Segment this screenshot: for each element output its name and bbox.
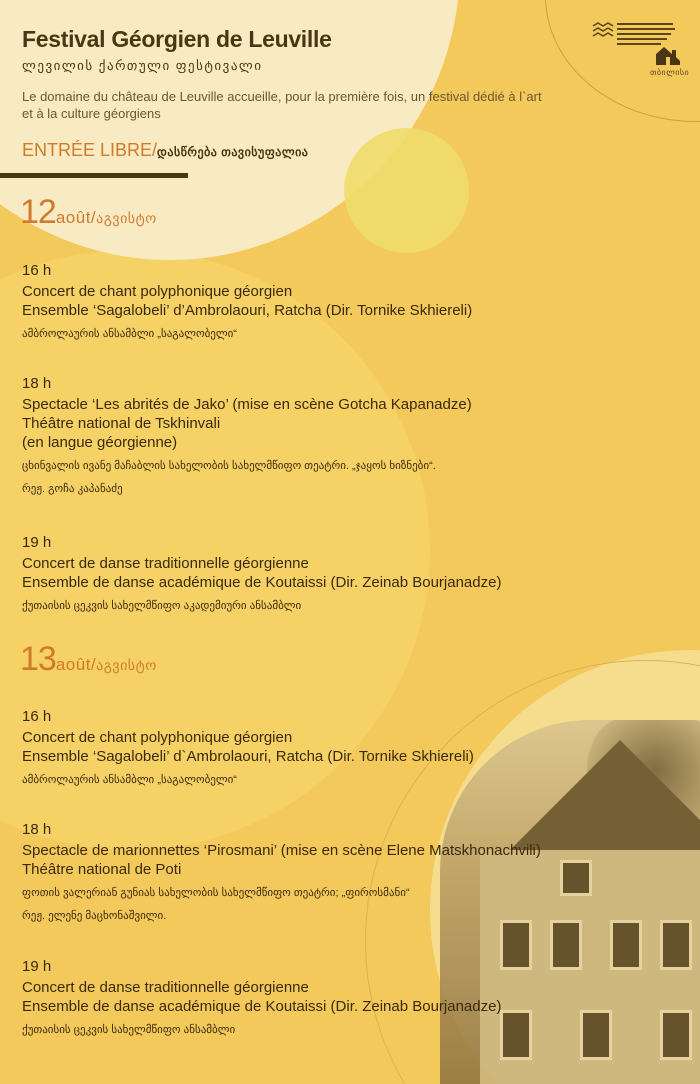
event-georgian: ფოთის ვალერიან გუნიას სახელობის სახელმწიფო თეატრი; „ფიროსმანი“ (22, 887, 410, 899)
event-12-18h (22, 375, 662, 497)
event-title: Concert de danse traditionnelle géorgienne (22, 555, 309, 572)
event-detail: Ensemble de danse académique de Koutaissi (Dir. Zeinab Bourjanadze) (22, 574, 502, 591)
free-entry-fr: ENTRÉE LIBRE/ (22, 140, 158, 160)
date-day: 13 (20, 640, 56, 678)
event-title: Spectacle ‘Les abrités de Jako’ (mise en scène Gotcha Kapanadze) (22, 396, 472, 413)
event-detail: Théâtre national de Poti (22, 861, 182, 878)
event-georgian: ამბროლაურის ანსამბლი „საგალობელი“ (22, 328, 237, 340)
event-13-19h (22, 958, 662, 1038)
logo-label: თბილისი (650, 68, 690, 77)
festival-title-georgian: ლევილის ქართული ფესტივალი (22, 58, 263, 73)
event-time: 18 h (22, 375, 52, 392)
event-title: Concert de danse traditionnelle géorgienne (22, 979, 309, 996)
event-title: Concert de chant polyphonique géorgien (22, 729, 293, 746)
event-georgian-director: რეჟ. ელენე მაცხონაშვილი. (22, 910, 167, 922)
event-12-19h (22, 534, 662, 614)
date-heading-12 (20, 193, 157, 232)
intro-line-2: et à la culture géorgiens (22, 106, 161, 121)
header-divider (0, 173, 188, 178)
date-month: août/ (55, 655, 97, 674)
event-time: 16 h (22, 262, 52, 279)
date-month-ka: აგვისტო (96, 657, 157, 673)
event-time: 19 h (22, 958, 52, 975)
event-title: Concert de chant polyphonique géorgien (22, 283, 293, 300)
free-entry-ka: დასწრება თავისუფალია (157, 145, 309, 159)
intro-line-1: Le domaine du château de Leuville accueille, pour la première fois, un festival dédié à l`art (22, 89, 542, 104)
event-georgian: ამბროლაურის ანსამბლი „საგალობელი“ (22, 774, 237, 786)
festival-title: Festival Géorgien de Leuville (22, 26, 332, 52)
event-georgian: ქუთაისის ცეკვის სახელმწიფო აკადემიური ანსამბლი (22, 600, 302, 612)
event-time: 19 h (22, 534, 52, 551)
event-detail: (en langue géorgienne) (22, 434, 178, 451)
house-logo-icon (654, 44, 682, 66)
event-detail: Ensemble de danse académique de Koutaissi (Dir. Zeinab Bourjanadze) (22, 998, 502, 1015)
date-month: août/ (55, 208, 97, 227)
event-13-16h (22, 708, 662, 788)
ornament-logo-icon (592, 22, 614, 40)
event-detail: Ensemble ‘Sagalobeli’ d’Ambrolaouri, Ratcha (Dir. Tornike Skhiereli) (22, 302, 473, 319)
event-detail: Théâtre national de Tskhinvali (22, 415, 221, 432)
event-detail: Ensemble ‘Sagalobeli’ d`Ambrolaouri, Ratcha (Dir. Tornike Skhiereli) (22, 748, 474, 765)
date-day: 12 (20, 193, 56, 231)
event-georgian-director: რეჟ. გოჩა კაპანაძე (22, 483, 123, 495)
event-time: 18 h (22, 821, 52, 838)
event-13-18h (22, 821, 662, 924)
sponsor-logos (592, 22, 690, 92)
date-heading-13 (20, 640, 157, 679)
event-georgian: ცხინვალის ივანე მაჩაბლის სახელობის სახელმწიფო თეატრი. „ჯაყოს ხიზნები“. (22, 460, 436, 472)
free-entry (22, 140, 308, 161)
event-time: 16 h (22, 708, 52, 725)
event-georgian: ქუთაისის ცეკვის სახელმწიფო ანსამბლი (22, 1024, 236, 1036)
date-month-ka: აგვისტო (96, 210, 157, 226)
intro-text (22, 88, 622, 122)
event-12-16h (22, 262, 662, 342)
event-title: Spectacle de marionnettes ‘Pirosmani’ (mise en scène Elene Matskhonachvili) (22, 842, 541, 859)
